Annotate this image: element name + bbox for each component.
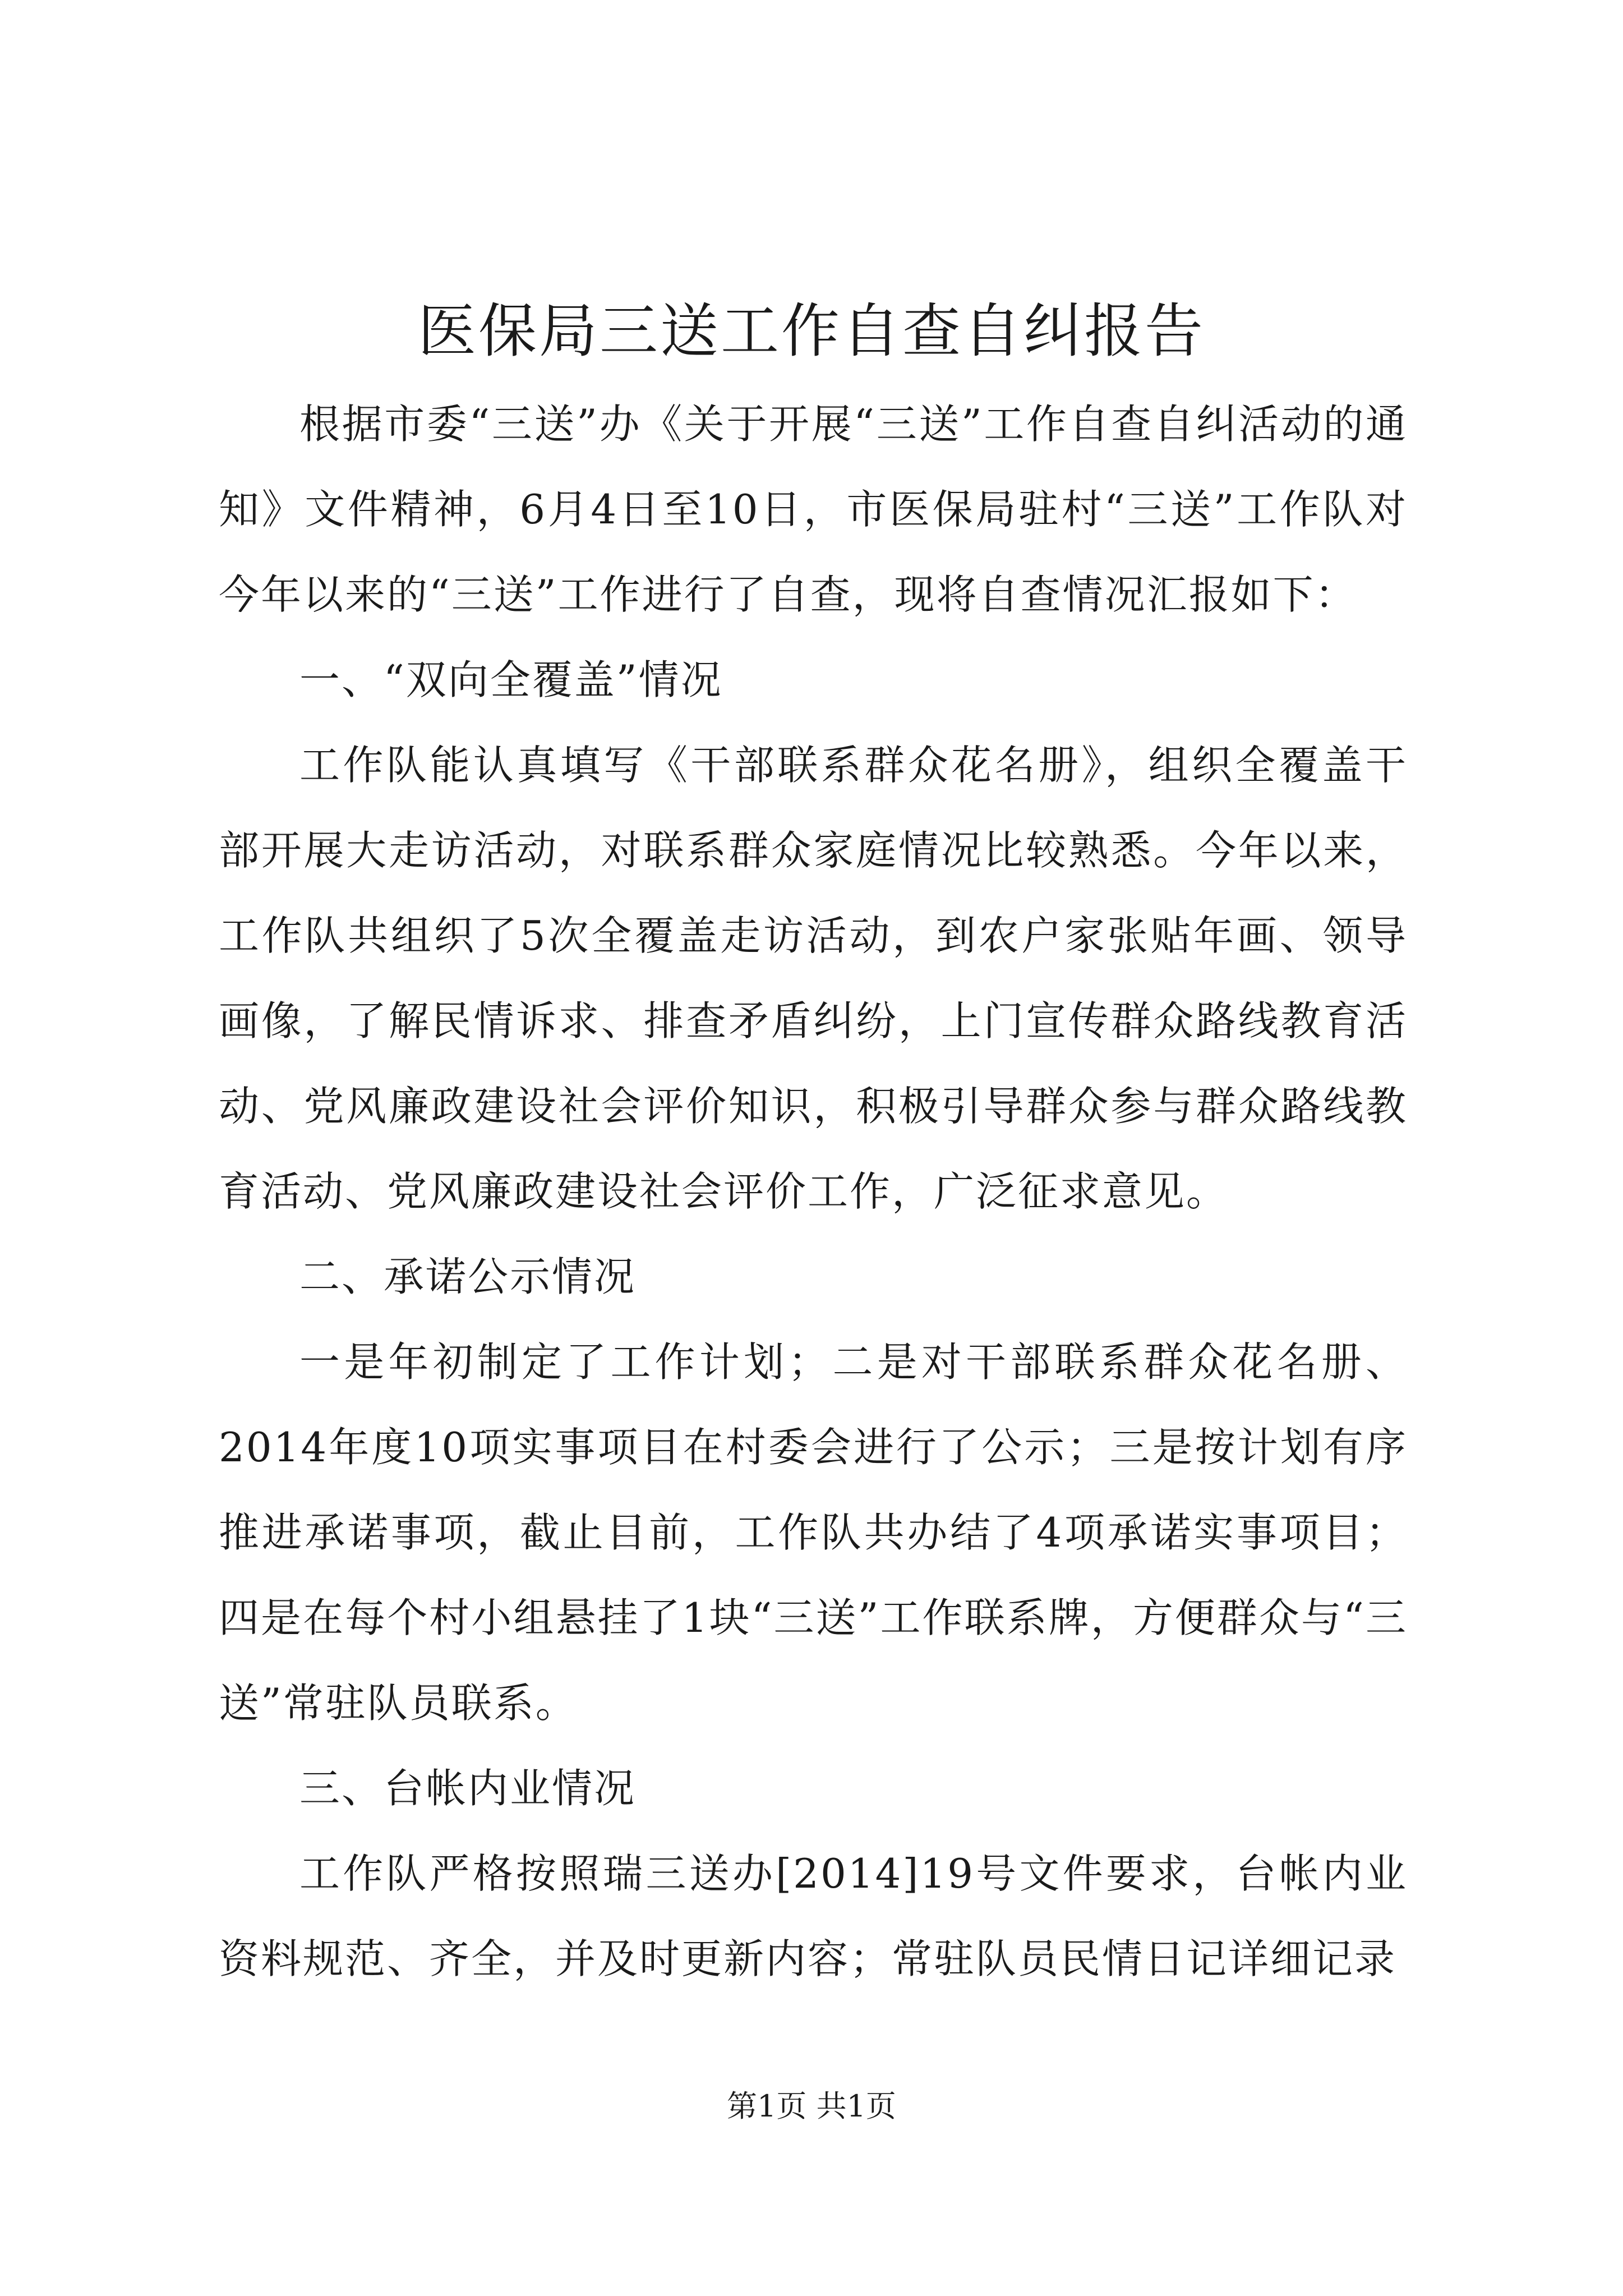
document-title: 医保局三送工作自查自纠报告 [417, 297, 1205, 365]
paragraph-section-1: 工作队能认真填写《干部联系群众花名册》，组织全覆盖干部开展大走访活动，对联系群众家庭情况比较熟悉。今年以来，工作队共组织了5次全覆盖走访活动，到农户家张贴年画、领导画像，了解民情诉求、排查矛盾纠纷，上门宣传群众路线教育活动、党风廉政建设社会评价知识，积极引导群众参与群众路线教育活动、党风廉政建设社会评价工作，广泛征求意见。 [219, 742, 1408, 1215]
section-heading-1: 一、“双向全覆盖”情况 [299, 656, 723, 703]
paragraph-intro: 根据市委“三送”办《关于开展“三送”工作自查自纠活动的通知》文件精神，6月4日至10日，市医保局驻村“三送”工作队对今年以来的“三送”工作进行了自查，现将自查情况汇报如下： [219, 401, 1408, 618]
section-heading-2: 二、承诺公示情况 [299, 1253, 637, 1300]
page-footer [0, 2084, 1623, 2129]
document-body [219, 381, 1408, 2001]
paragraph-section-3: 工作队严格按照瑞三送办[2014]19号文件要求，台帐内业资料规范、齐全，并及时更新内容；常驻队员民情日记详细记录 [219, 1850, 1408, 1982]
page-number-label: 第1页 共1页 [727, 2088, 896, 2124]
section-heading-3: 三、台帐内业情况 [299, 1765, 637, 1812]
paragraph-section-2: 一是年初制定了工作计划；二是对干部联系群众花名册、2014年度10项实事项目在村委会进行了公示；三是按计划有序推进承诺事项，截止目前，工作队共办结了4项承诺实事项目；四是在每个村小组悬挂了1块“三送”工作联系牌，方便群众与“三送”常驻队员联系。 [219, 1338, 1408, 1727]
